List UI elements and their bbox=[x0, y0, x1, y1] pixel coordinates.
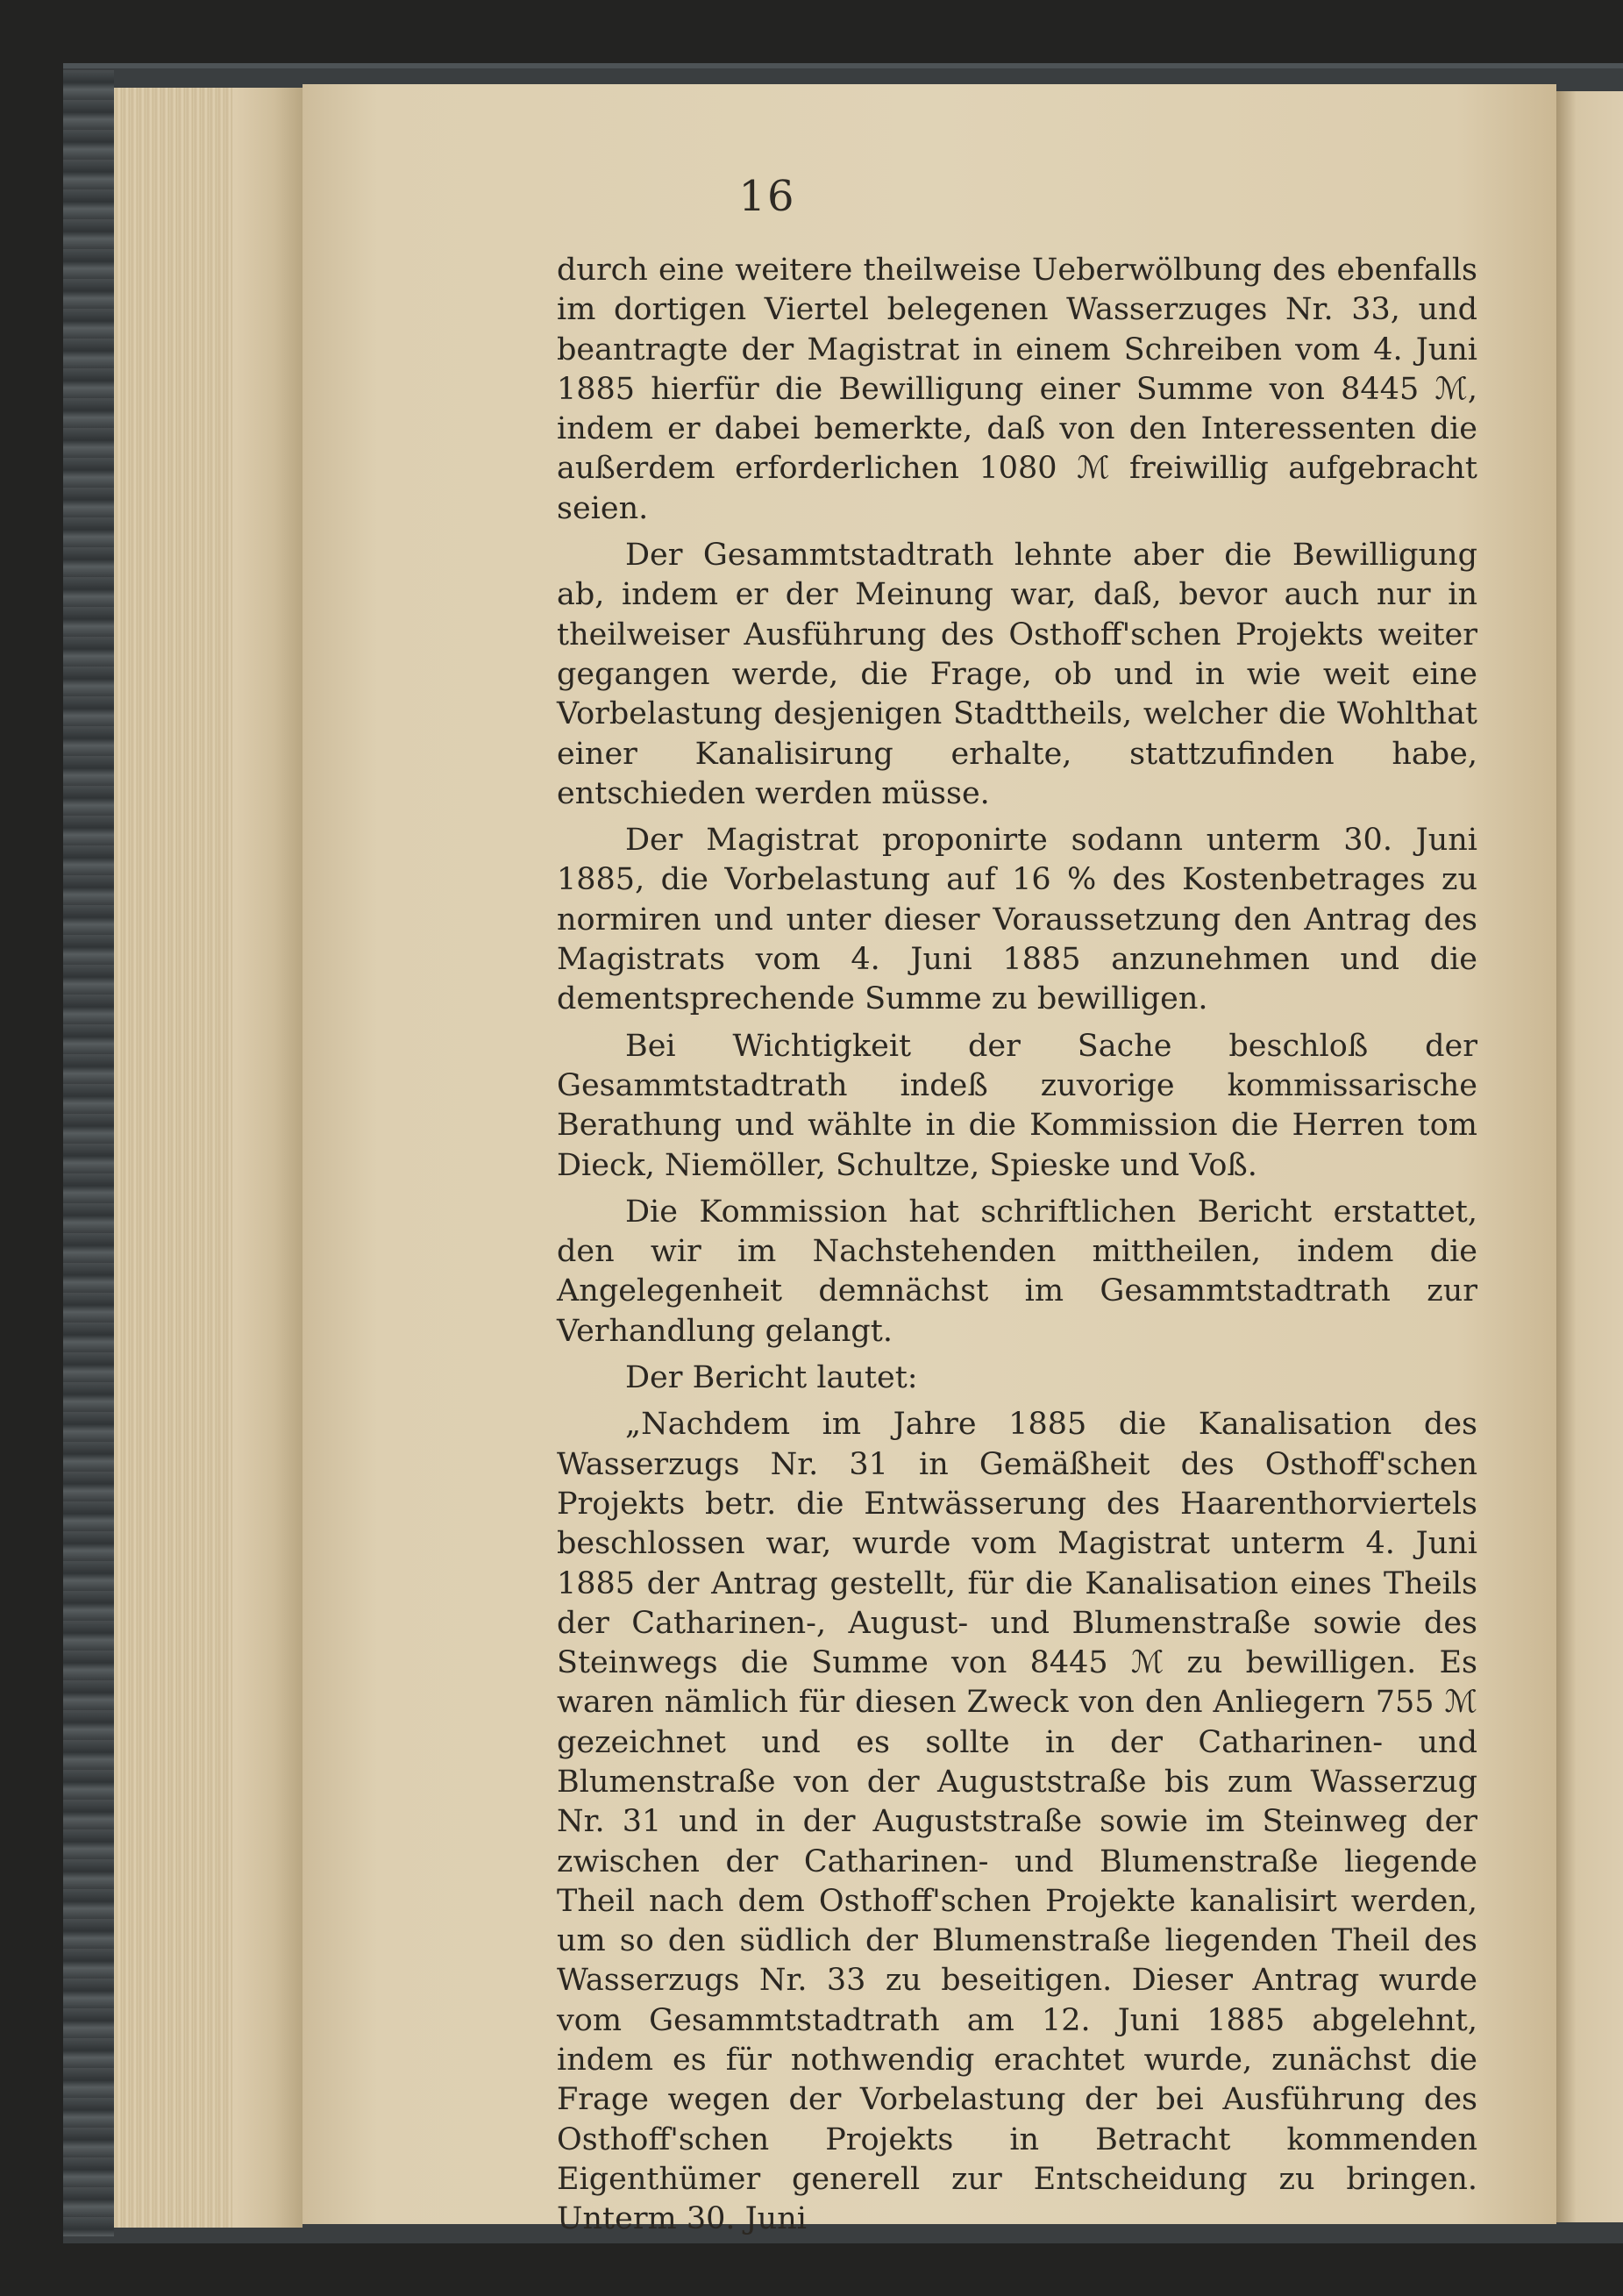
paragraph: Der Magistrat proponirte sodann unterm 30. Juni 1885, die Vorbelastung auf 16 % des Kostenbetrages zu normiren und unter dieser Voraussetzung den Antrag des Magistrats vom 4. Juni 1885 anzunehmen und die dementsprechende Summe zu bewilligen. bbox=[557, 823, 1477, 1017]
paragraph: „Nachdem im Jahre 1885 die Kanalisation des Wasserzugs Nr. 31 in Gemäßheit des Osthoff'schen Projekts betr. die Entwässerung des Haarenthorviertels beschlossen war, wurde vom Magistrat unterm 4. Juni 1885 der Antrag gestellt, für die Kanalisation eines Theils der Catharinen-, August- und Blumenstraße sowie des Steinwegs die Summe von 8445 ℳ zu bewilligen. Es waren nämlich für diesen Zweck von den Anliegern 755 ℳ gezeichnet und es sollte in der Catharinen- und Blumenstraße von der Auguststraße bis zum Wasserzug Nr. 31 und in der Auguststraße sowie im Steinweg der zwischen der Catharinen- und Blumenstraße liegende Theil nach dem Osthoff'schen Projekte kanalisirt werden, um so den südlich der Blumenstraße liegenden Theil des Wasserzugs Nr. 33 zu beseitigen. Dieser Antrag wurde vom Gesammtstadtrath am 12. Juni 1885 abgelehnt, indem es für nothwendig erachtet wurde, zunächst die Frage wegen der Vorbelastung der bei Ausführung des Osthoff'schen Projekts in Betracht kommenden Eigenthümer generell zur Entscheidung zu bringen. Unterm 30. Juni bbox=[557, 1407, 1477, 2237]
facing-page-edge bbox=[1556, 91, 1623, 2222]
book-page bbox=[303, 84, 1556, 2237]
paragraph: Die Kommission hat schriftlichen Bericht erstattet, den wir im Nachstehenden mittheilen, indem die Angelegenheit demnächst im Gesammtstadtrath zur Verhandlung gelangt. bbox=[557, 1194, 1477, 1349]
paragraph: Bei Wichtigkeit der Sache beschloß der Gesammtstadtrath indeß zuvorige kommissarische Berathung und wählte in die Kommission die Herren tom Dieck, Niemöller, Schultze, Spieske und Voß. bbox=[557, 1028, 1477, 1183]
book-spine-edge bbox=[63, 70, 114, 2236]
page-number: 16 bbox=[738, 172, 796, 221]
page-gutter bbox=[232, 88, 303, 2228]
paragraph: Der Bericht lautet: bbox=[625, 1360, 918, 1396]
paragraph: Der Gesammtstadtrath lehnte aber die Bewilligung ab, indem er der Meinung war, daß, bevor auch nur in theilweiser Ausführung des Osthoff'schen Projekts weiter gegangen werde, die Frage, ob und in wie weit eine Vorbelastung desjenigen Stadttheils, welcher die Wohlthat einer Kanalisirung erhalte, stattzufinden habe, entschieden werden müsse. bbox=[557, 538, 1477, 811]
page-text bbox=[557, 251, 1477, 2240]
paragraph: durch eine weitere theilweise Ueberwölbung des ebenfalls im dortigen Viertel belegenen Wasserzuges Nr. 33, und beantragte der Magistrat in einem Schreiben vom 4. Juni 1885 hierfür die Bewilligung einer Summe von 8445 ℳ, indem er dabei bemerkte, daß von den Interessenten die außerdem erforderlichen 1080 ℳ freiwillig aufgebracht seien. bbox=[557, 253, 1477, 526]
page-edges bbox=[114, 88, 303, 2228]
